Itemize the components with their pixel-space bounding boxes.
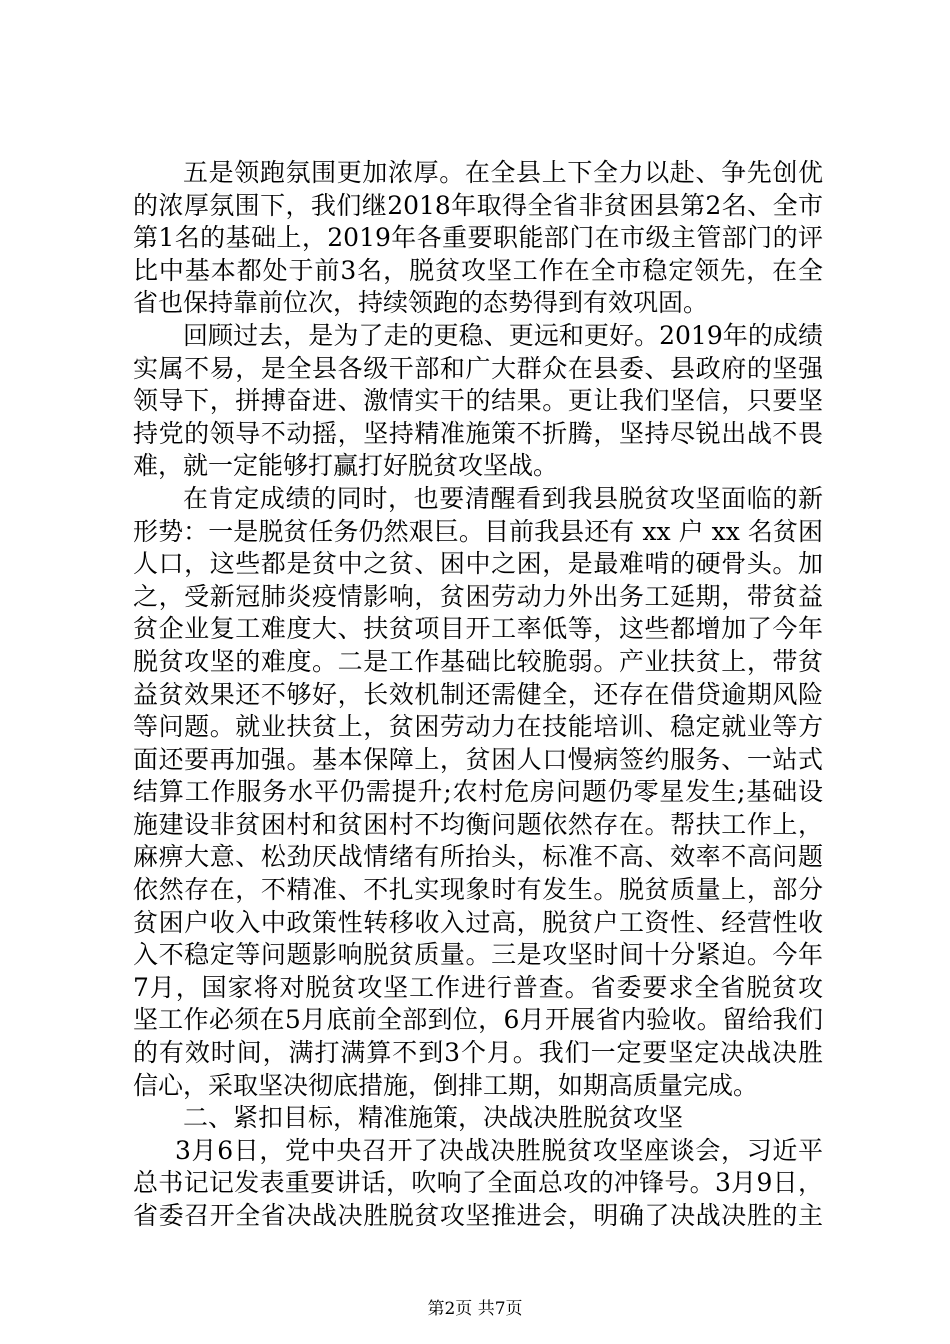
text-line: 7月，国家将对脱贫攻坚工作进行普查。省委要求全省脱贫攻 bbox=[133, 972, 823, 1002]
text-line: 持党的领导不动摇，坚持精准施策不折腾，坚持尽锐出战不畏 bbox=[133, 418, 823, 448]
text-line: 益贫效果还不够好，长效机制还需健全，还存在借贷逾期风险 bbox=[133, 679, 823, 709]
text-line: 总书记记发表重要讲话，吹响了全面总攻的冲锋号。3月9日， bbox=[133, 1168, 823, 1198]
text-line: 的浓厚氛围下，我们继2018年取得全省非贫困县第2名、全市 bbox=[133, 190, 823, 220]
text-line: 贫困户收入中政策性转移收入过高，脱贫户工资性、经营性收 bbox=[133, 907, 823, 937]
text-line: 比中基本都处于前3名，脱贫攻坚工作在全市稳定领先，在全 bbox=[133, 255, 823, 285]
text-line: 脱贫攻坚的难度。二是工作基础比较脆弱。产业扶贫上，带贫 bbox=[133, 646, 823, 676]
text-line: 信心，采取坚决彻底措施，倒排工期，如期高质量完成。 bbox=[133, 1070, 759, 1100]
text-line: 施建设非贫困村和贫困村不均衡问题依然存在。帮扶工作上， bbox=[133, 809, 823, 839]
text-line: 麻痹大意、松劲厌战情绪有所抬头，标准不高、效率不高问题 bbox=[133, 842, 823, 872]
text-line: 省也保持靠前位次，持续领跑的态势得到有效巩固。 bbox=[133, 288, 709, 318]
text-line: 贫企业复工难度大、扶贫项目开工率低等，这些都增加了今年 bbox=[133, 614, 823, 644]
text-line: 形势：一是脱贫任务仍然艰巨。目前我县还有 xx 户 xx 名贫困 bbox=[133, 516, 823, 546]
text-line: 面还要再加强。基本保障上，贫困人口慢病签约服务、一站式 bbox=[133, 744, 823, 774]
text-line: 之，受新冠肺炎疫情影响，贫困劳动力外出务工延期，带贫益 bbox=[133, 581, 823, 611]
text-line: 3月6日，党中央召开了决战决胜脱贫攻坚座谈会，习近平 bbox=[175, 1135, 823, 1165]
text-line: 五是领跑氛围更加浓厚。在全县上下全力以赴、争先创优 bbox=[183, 158, 823, 187]
text-line: 第1名的基础上，2019年各重要职能部门在市级主管部门的评 bbox=[133, 223, 823, 253]
page-footer: 第2页 共7页 bbox=[427, 1299, 523, 1319]
section-heading: 二、紧扣目标，精准施策，决战决胜脱贫攻坚 bbox=[183, 1103, 684, 1133]
text-line: 依然存在，不精准、不扎实现象时有发生。脱贫质量上，部分 bbox=[133, 875, 823, 905]
text-line: 入不稳定等问题影响脱贫质量。三是攻坚时间十分紧迫。今年 bbox=[133, 940, 823, 970]
text-line: 等问题。就业扶贫上，贫困劳动力在技能培训、稳定就业等方 bbox=[133, 712, 823, 742]
text-line: 实属不易，是全县各级干部和广大群众在县委、县政府的坚强 bbox=[133, 353, 823, 383]
text-line: 回顾过去，是为了走的更稳、更远和更好。2019年的成绩 bbox=[183, 320, 823, 350]
text-line: 人口，这些都是贫中之贫、困中之困，是最难啃的硬骨头。加 bbox=[133, 549, 823, 579]
body-text bbox=[133, 157, 823, 1233]
text-line: 难，就一定能够打赢打好脱贫攻坚战。 bbox=[133, 451, 559, 481]
text-line: 的有效时间，满打满算不到3个月。我们一定要坚定决战决胜 bbox=[133, 1038, 823, 1068]
text-line: 省委召开全省决战决胜脱贫攻坚推进会，明确了决战决胜的主 bbox=[133, 1201, 823, 1230]
text-line: 在肯定成绩的同时，也要清醒看到我县脱贫攻坚面临的新 bbox=[183, 483, 823, 513]
text-line: 领导下，拼搏奋进、激情实干的结果。更让我们坚信，只要坚 bbox=[133, 386, 823, 416]
text-line: 结算工作服务水平仍需提升;农村危房问题仍零星发生;基础设 bbox=[133, 777, 823, 807]
text-line: 坚工作必须在5月底前全部到位，6月开展省内验收。留给我们 bbox=[133, 1005, 823, 1035]
